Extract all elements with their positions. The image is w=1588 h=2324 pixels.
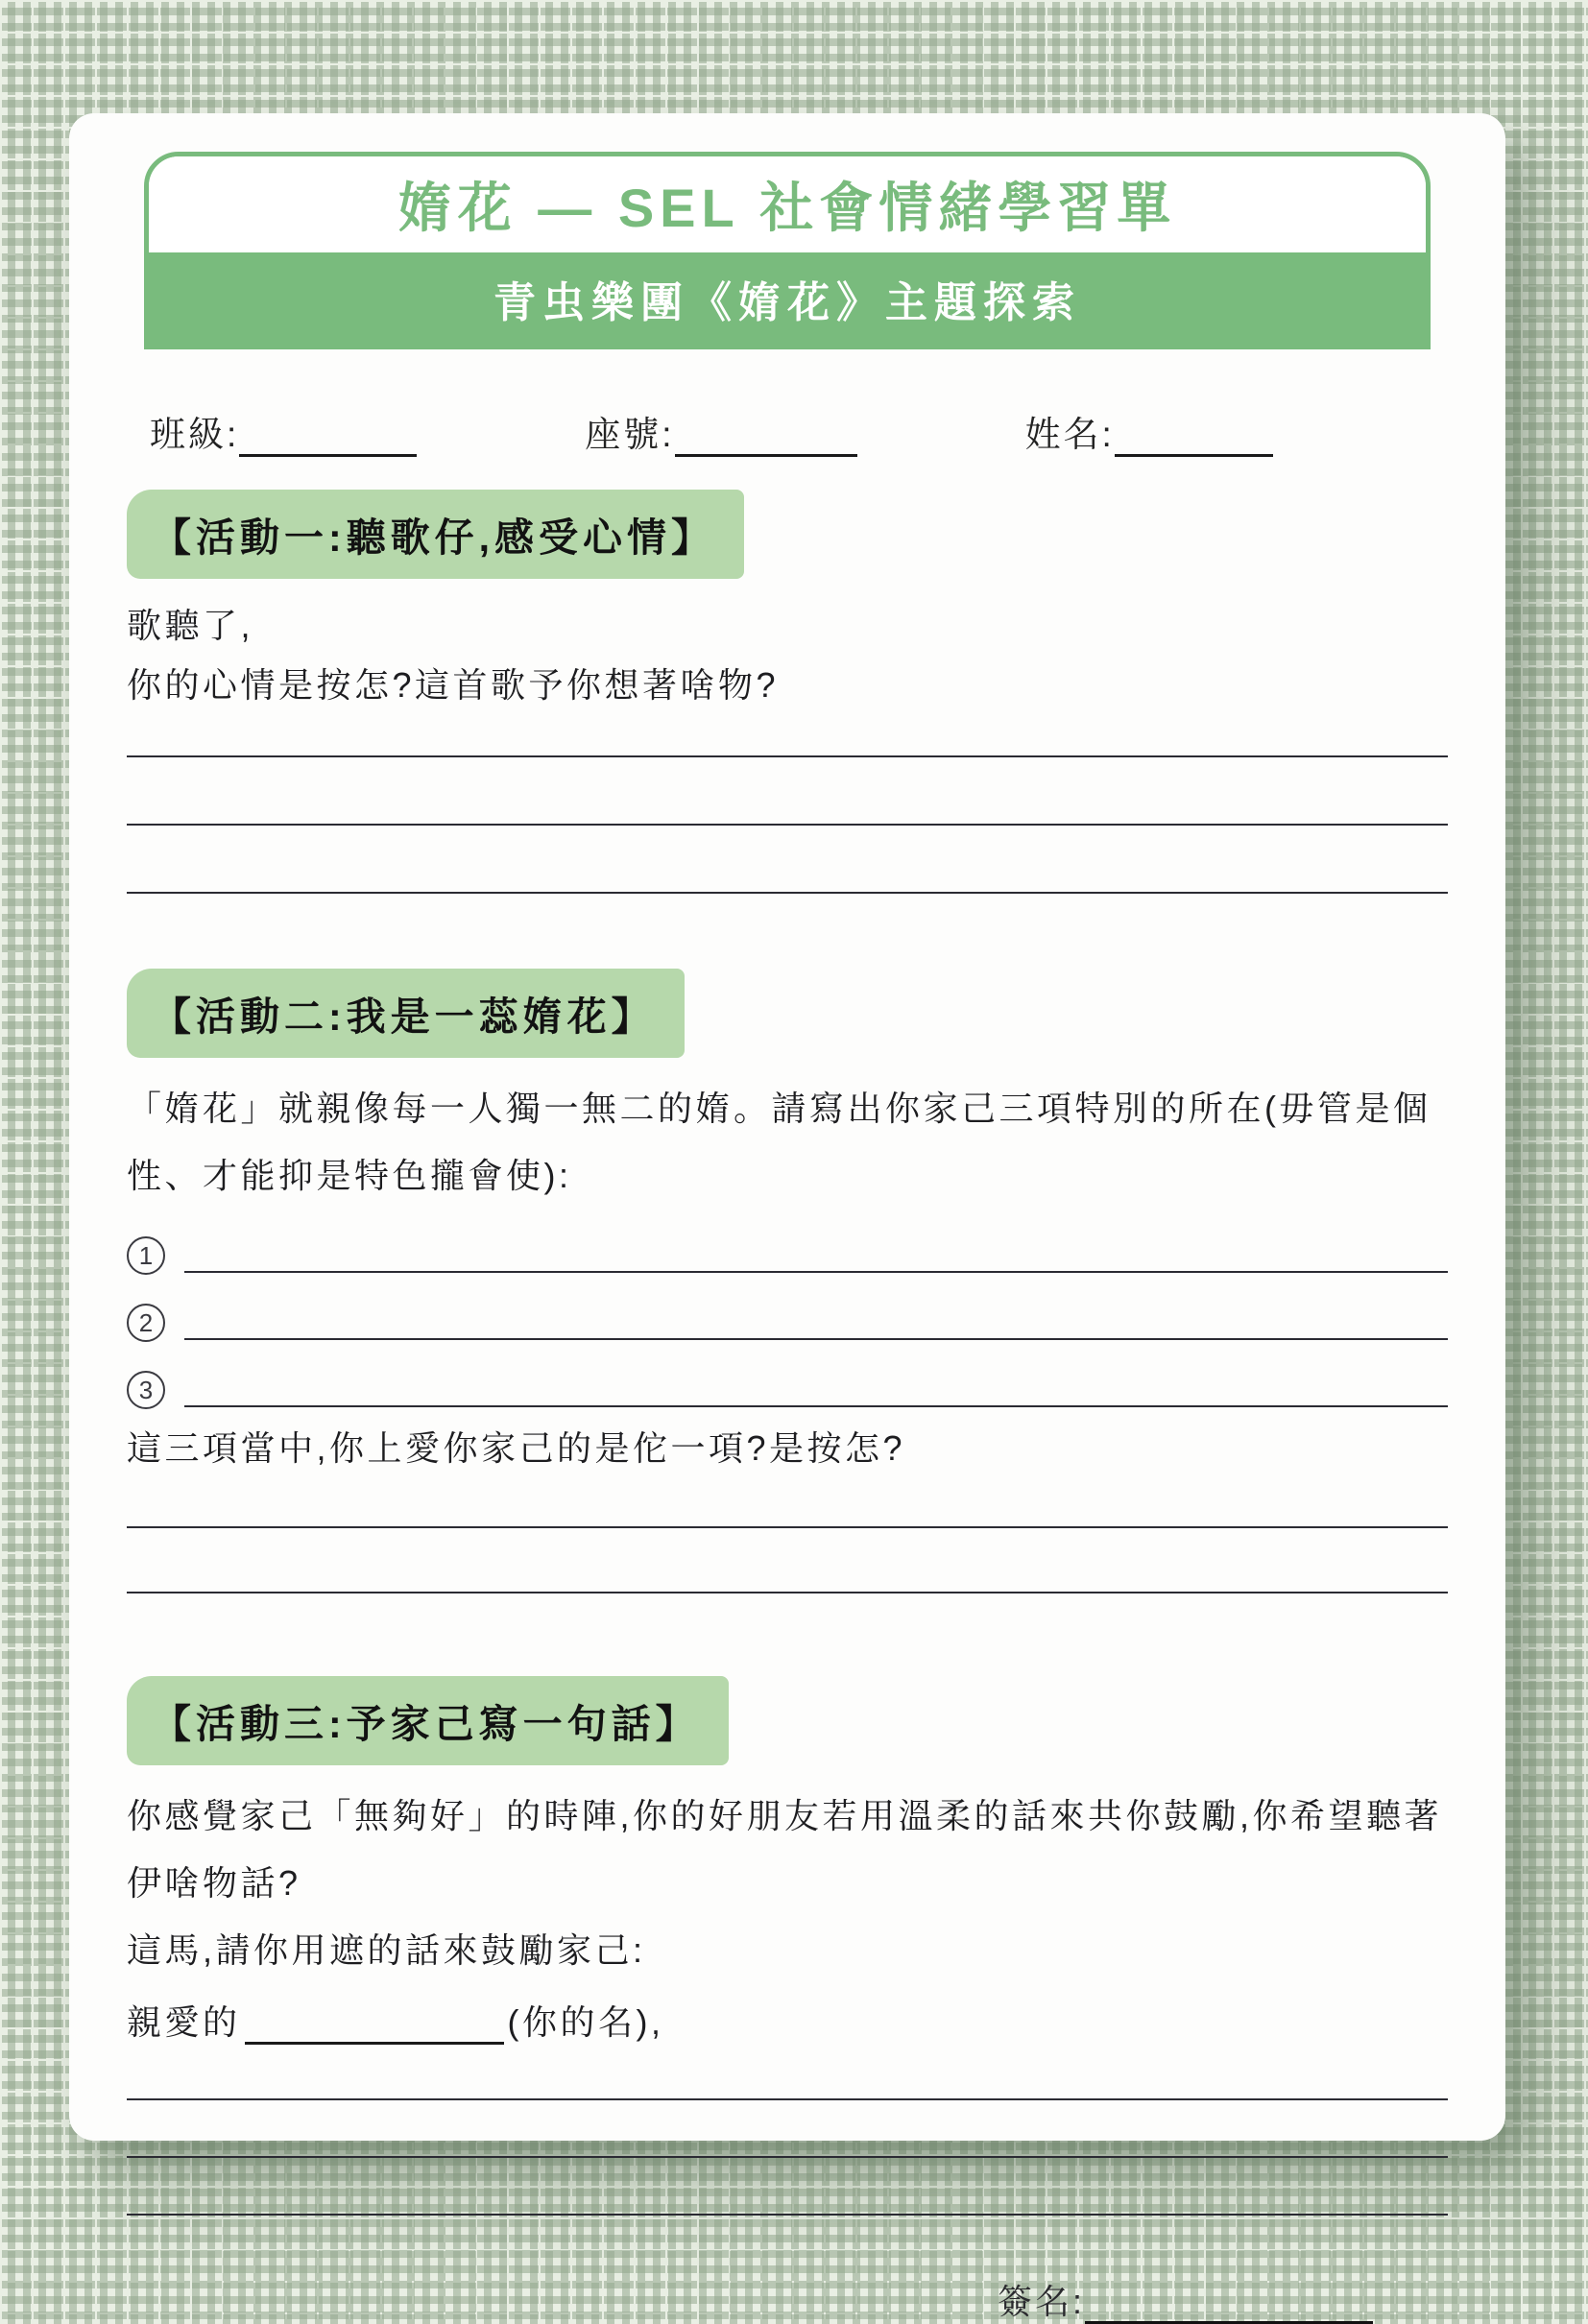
circled-number-marker: 1 <box>127 1236 165 1275</box>
activity1-writing-lines <box>127 715 1448 894</box>
writing-line <box>127 826 1448 894</box>
writing-line <box>127 757 1448 826</box>
name-field <box>1025 405 1273 457</box>
writing-line <box>184 1405 1448 1407</box>
activity2-question: 這三項當中,你上愛你家己的是佗一項?是按怎? <box>127 1428 906 1468</box>
name-blank-line <box>245 2001 504 2045</box>
activity2-intro: 「媠花」就親像每一人獨一無二的媠。請寫出你家己三項特別的所在(毋管是個性、才能抑是特色攏會使): <box>127 1089 1432 1195</box>
signature-blank-line <box>1085 2281 1373 2324</box>
writing-line <box>127 2158 1448 2216</box>
dear-line <box>127 1996 1448 2045</box>
page-title: 媠花 — SEL 社會情緒學習單 <box>397 178 1177 238</box>
activity3-heading: 【活動三:予家己寫一句話】 <box>127 1676 729 1765</box>
student-info-row <box>127 405 1448 457</box>
seat-label: 座號: <box>585 415 675 454</box>
dear-suffix: (你的名), <box>507 2002 664 2042</box>
name-blank-line <box>1115 414 1273 457</box>
subtitle-band <box>149 252 1426 345</box>
circled-number-marker: 2 <box>127 1304 165 1342</box>
writing-line <box>127 715 1448 757</box>
page-subtitle: 青虫樂團《媠花》主題探索 <box>493 279 1081 326</box>
name-label: 姓名: <box>1024 415 1115 454</box>
activity2-writing-lines <box>127 1480 1448 1593</box>
writing-line <box>127 1480 1448 1528</box>
writing-line <box>184 1338 1448 1340</box>
activity3-writing-lines <box>127 2054 1448 2216</box>
numbered-item-row <box>127 1344 1448 1411</box>
class-field <box>150 405 417 457</box>
class-blank-line <box>239 414 417 457</box>
activity2-heading: 【活動二:我是一蕊媠花】 <box>127 969 685 1058</box>
activity1-line2: 你的心情是按怎?這首歌予你想著啥物? <box>127 665 780 705</box>
seat-blank-line <box>675 414 857 457</box>
numbered-item-row <box>127 1210 1448 1277</box>
activity1-heading: 【活動一:聽歌仔,感受心情】 <box>127 490 744 579</box>
writing-line <box>184 1271 1448 1273</box>
activity1-text <box>127 596 1448 715</box>
activity3-intro: 你感覺家己「無夠好」的時陣,你的好朋友若用溫柔的話來共你鼓勵,你希望聽著伊啥物話? <box>127 1796 1443 1903</box>
numbered-item-row <box>127 1277 1448 1344</box>
activity1-line1: 歌聽了, <box>127 606 254 645</box>
activity3-prompt: 這馬,請你用遮的話來鼓勵家己: <box>127 1930 646 1970</box>
writing-line <box>127 2054 1448 2100</box>
signature-label: 簽名: <box>997 2282 1085 2321</box>
worksheet-card <box>69 113 1505 2321</box>
signature-row <box>127 2275 1373 2324</box>
writing-line <box>127 2100 1448 2158</box>
title-box <box>144 152 1431 349</box>
writing-line <box>127 1528 1448 1593</box>
title-area <box>149 156 1426 252</box>
class-label: 班級: <box>150 415 240 454</box>
circled-number-marker: 3 <box>127 1371 165 1409</box>
activity2-items <box>127 1210 1448 1411</box>
dear-prefix: 親愛的 <box>127 2002 241 2042</box>
seat-field <box>585 405 856 457</box>
